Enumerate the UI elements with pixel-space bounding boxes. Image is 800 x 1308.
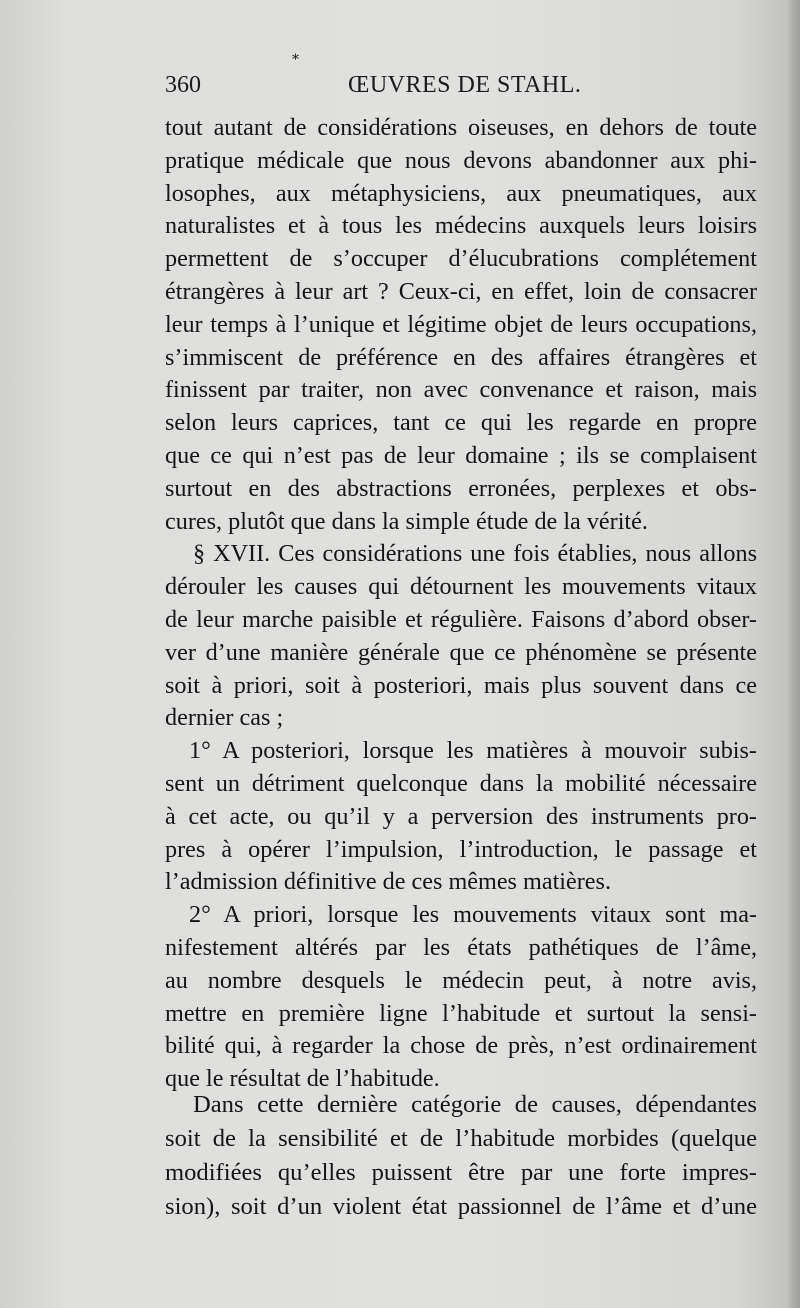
text-line: dernier cas ; xyxy=(165,704,284,732)
page-number: 360 xyxy=(165,72,201,98)
page-header xyxy=(165,72,755,106)
text-line: permettent de s’occuper d’élucubrations complétement xyxy=(165,245,757,273)
text-line: soit de la sensibilité et de l’habitude morbides (quelque xyxy=(165,1125,757,1152)
text-line: au nombre desquels le médecin peut, à notre avis, xyxy=(165,966,757,994)
text-line: finissent par traiter, non avec convenance et raison, mais xyxy=(165,376,757,404)
text-line: à cet acte, ou qu’il y a perversion des instruments pro- xyxy=(165,802,757,830)
text-line: losophes, aux métaphysiciens, aux pneumatiques, aux xyxy=(165,179,757,207)
text-line: l’admission définitive de ces mêmes matières. xyxy=(165,868,611,896)
printer-mark: * xyxy=(292,52,299,68)
text-line: bilité qui, à regarder la chose de près, n’est ordinairement xyxy=(165,1032,757,1060)
text-line: modifiées qu’elles puissent être par une forte impres- xyxy=(165,1159,757,1186)
text-line: surtout en des abstractions erronées, perplexes et obs- xyxy=(165,474,757,502)
text-line: que le résultat de l’habitude. xyxy=(165,1065,440,1093)
text-line: sent un détriment quelconque dans la mobilité nécessaire xyxy=(165,769,757,797)
list-item-line: 1° A posteriori, lorsque les matières à mouvoir subis- xyxy=(189,737,757,765)
text-line: nifestement altérés par les états pathétiques de l’âme, xyxy=(165,933,757,961)
text-line: de leur marche paisible et régulière. Faisons d’abord obser- xyxy=(165,605,757,633)
text-line: s’immiscent de préférence en des affaires étrangères et xyxy=(165,343,757,371)
text-line: sion), soit d’un violent état passionnel de l’âme et d’une xyxy=(165,1193,757,1220)
body-text xyxy=(165,112,757,1096)
text-line: leur temps à l’unique et légitime objet de leurs occupations, xyxy=(165,310,757,338)
text-line: soit à priori, soit à posteriori, mais plus souvent dans ce xyxy=(165,671,757,699)
body-text-continued xyxy=(165,1088,757,1224)
section-heading-line: § XVII. Ces considérations une fois établies, nous allons xyxy=(193,540,757,568)
text-line: ver d’une manière générale que ce phénomène se présente xyxy=(165,638,757,666)
page-edge-shadow xyxy=(786,0,800,1308)
text-line: Dans cette dernière catégorie de causes, dépendantes xyxy=(193,1091,757,1118)
list-item-line: 2° A priori, lorsque les mouvements vitaux sont ma- xyxy=(189,901,757,929)
text-line: dérouler les causes qui détournent les mouvements vitaux xyxy=(165,573,757,601)
text-line: naturalistes et à tous les médecins auxquels leurs loisirs xyxy=(165,212,757,240)
text-line: mettre en première ligne l’habitude et surtout la sensi- xyxy=(165,999,757,1027)
text-line: pres à opérer l’impulsion, l’introduction, le passage et xyxy=(165,835,757,863)
text-line: cures, plutôt que dans la simple étude de la vérité. xyxy=(165,507,648,535)
text-line: étrangères à leur art ? Ceux-ci, en effet, loin de consacrer xyxy=(165,277,757,305)
text-line: pratique médicale que nous devons abandonner aux phi- xyxy=(165,146,757,174)
running-title: ŒUVRES DE STAHL. xyxy=(348,72,582,98)
text-line: tout autant de considérations oiseuses, en dehors de toute xyxy=(165,114,757,141)
text-line: selon leurs caprices, tant ce qui les regarde en propre xyxy=(165,409,757,437)
text-line: que ce qui n’est pas de leur domaine ; ils se complaisent xyxy=(165,441,757,469)
